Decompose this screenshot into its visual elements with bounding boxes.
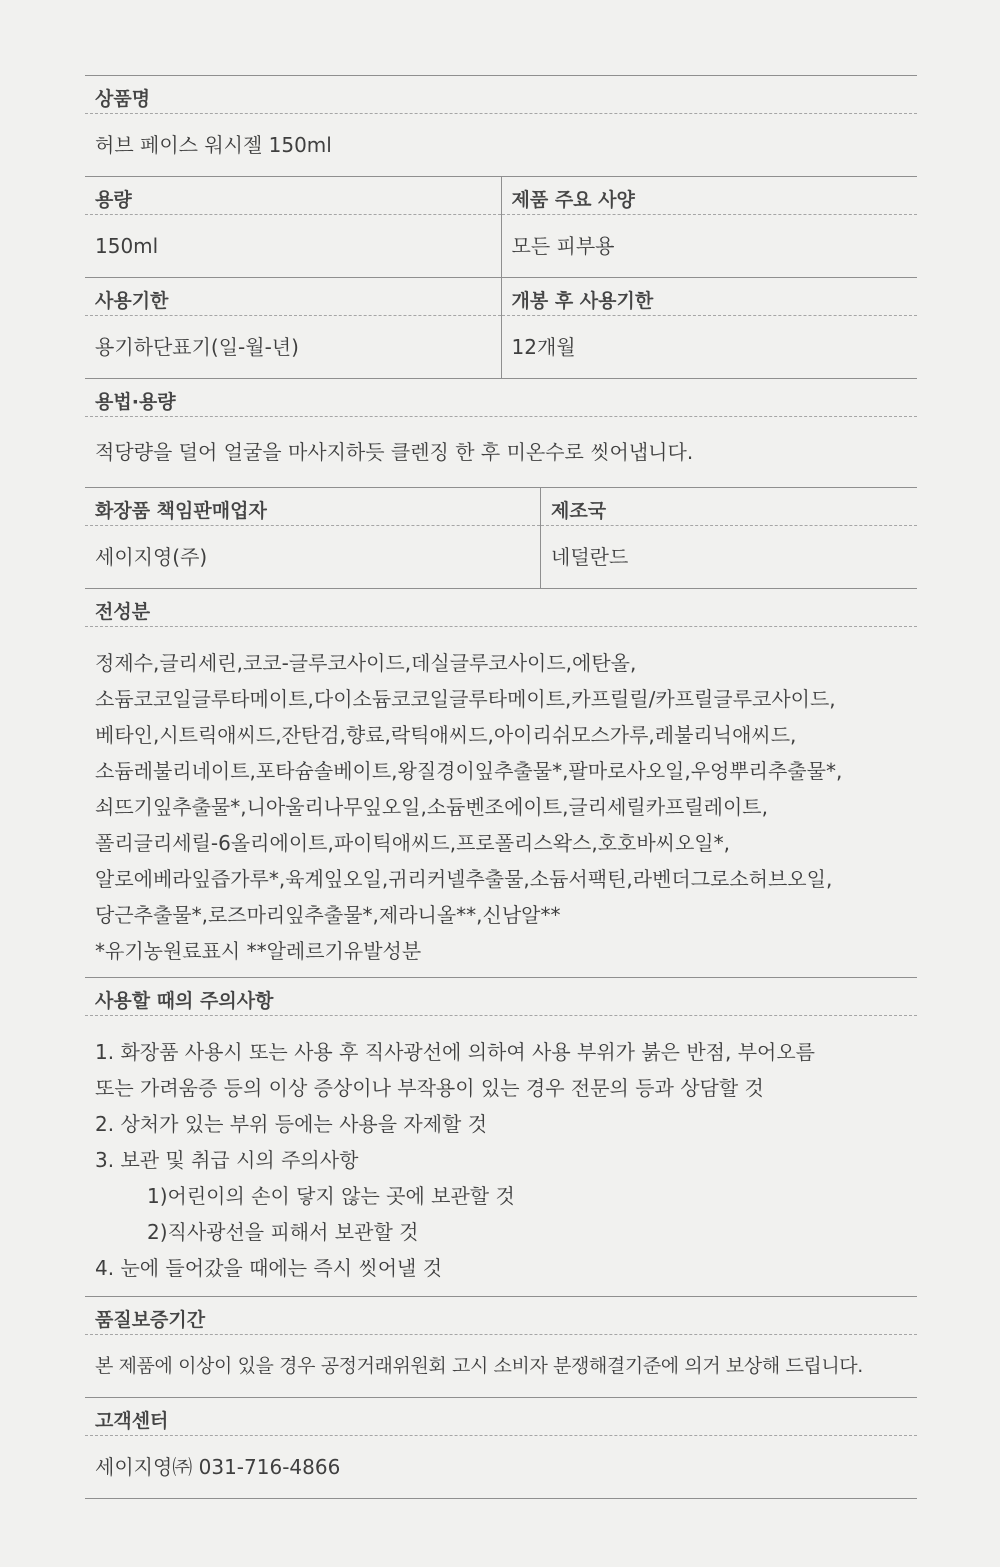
ingredients-line: 소듐코코일글루타메이트,다이소듐코코일글루타메이트,카프릴릴/카프릴글루코사이드,	[95, 687, 836, 711]
ingredients-line: 소듐레불리네이트,포타슘솔베이트,왕질경이잎추출물*,팔마로사오일,우엉뿌리추출물*,	[95, 759, 843, 783]
cautions-list	[85, 1016, 917, 1296]
after-open-value: 12개월	[511, 335, 576, 359]
volume-label: 용량	[85, 177, 501, 215]
ingredients-note: *유기농원료표시 **알레르기유발성분	[95, 939, 422, 963]
ingredients-line: 알로에베라잎즙가루*,육계잎오일,귀리커넬추출물,소듐서팩틴,라벤더그로소허브오일,	[95, 867, 833, 891]
caution-item-1-cont: 또는 가려움증 등의 이상 증상이나 부작용이 있는 경우 전문의 등과 상담할 것	[95, 1076, 764, 1100]
caution-item-3-sub-1: 1)어린이의 손이 닿지 않는 곳에 보관할 것	[147, 1184, 515, 1208]
volume-cell	[85, 177, 501, 277]
warranty-value: 본 제품에 이상이 있을 경우 공정거래위원회 고시 소비자 분쟁해결기준에 의거 보상해 드립니다.	[95, 1355, 863, 1377]
expiry-value: 용기하단표기(일-월-년)	[95, 335, 299, 359]
customer-center-value: 세이지영㈜ 031-716-4866	[95, 1455, 341, 1479]
ingredients-line: 베타인,시트릭애씨드,잔탄검,향료,락틱애씨드,아이리쉬모스가루,레불리닉애씨드,	[95, 723, 797, 747]
ingredients-list	[85, 627, 917, 977]
usage-value: 적당량을 덜어 얼굴을 마사지하듯 클렌징 한 후 미온수로 씻어냅니다.	[95, 440, 694, 464]
ingredients-label: 전성분	[85, 589, 917, 627]
caution-item-1: 1. 화장품 사용시 또는 사용 후 직사광선에 의하여 사용 부위가 붉은 반점, 부어오름	[95, 1040, 815, 1064]
volume-spec-row	[85, 176, 917, 277]
expiry-cell	[85, 278, 501, 378]
main-spec-cell	[501, 177, 918, 277]
table-bottom-border	[85, 1498, 917, 1499]
expiry-label: 사용기한	[85, 278, 501, 316]
usage-label: 용법·용량	[85, 379, 917, 417]
caution-item-3: 3. 보관 및 취급 시의 주의사항	[95, 1148, 359, 1172]
usage-section	[85, 378, 917, 487]
cautions-section	[85, 977, 917, 1296]
expiry-row	[85, 277, 917, 378]
seller-value: 세이지영(주)	[95, 545, 208, 569]
main-spec-value: 모든 피부용	[511, 234, 615, 258]
customer-center-section	[85, 1397, 917, 1498]
warranty-section	[85, 1296, 917, 1397]
origin-value: 네덜란드	[551, 545, 629, 569]
after-open-label: 개봉 후 사용기한	[502, 278, 918, 316]
customer-center-label: 고객센터	[85, 1398, 917, 1436]
ingredients-line: 폴리글리세릴-6올리에이트,파이틱애씨드,프로폴리스왁스,호호바씨오일*,	[95, 831, 730, 855]
seller-cell	[85, 488, 540, 588]
product-name-section	[85, 75, 917, 176]
caution-item-2: 2. 상처가 있는 부위 등에는 사용을 자제할 것	[95, 1112, 488, 1136]
after-open-cell	[501, 278, 918, 378]
ingredients-line: 정제수,글리세린,코코-글루코사이드,데실글루코사이드,에탄올,	[95, 651, 637, 675]
seller-label: 화장품 책임판매업자	[85, 488, 540, 526]
product-name-value: 허브 페이스 워시젤 150ml	[95, 133, 332, 157]
warranty-label: 품질보증기간	[85, 1297, 917, 1335]
cautions-label: 사용할 때의 주의사항	[85, 978, 917, 1016]
main-spec-label: 제품 주요 사양	[502, 177, 918, 215]
product-name-label: 상품명	[85, 76, 917, 114]
ingredients-line: 당근추출물*,로즈마리잎추출물*,제라니올**,신남알**	[95, 903, 561, 927]
product-info-table	[85, 75, 917, 1499]
seller-origin-row	[85, 487, 917, 588]
caution-item-4: 4. 눈에 들어갔을 때에는 즉시 씻어낼 것	[95, 1256, 443, 1280]
ingredients-section	[85, 588, 917, 977]
origin-label: 제조국	[541, 488, 917, 526]
origin-cell	[540, 488, 917, 588]
ingredients-line: 쇠뜨기잎추출물*,니아울리나무잎오일,소듐벤조에이트,글리세릴카프릴레이트,	[95, 795, 768, 819]
volume-value: 150ml	[95, 234, 159, 258]
caution-item-3-sub-2: 2)직사광선을 피해서 보관할 것	[147, 1220, 419, 1244]
